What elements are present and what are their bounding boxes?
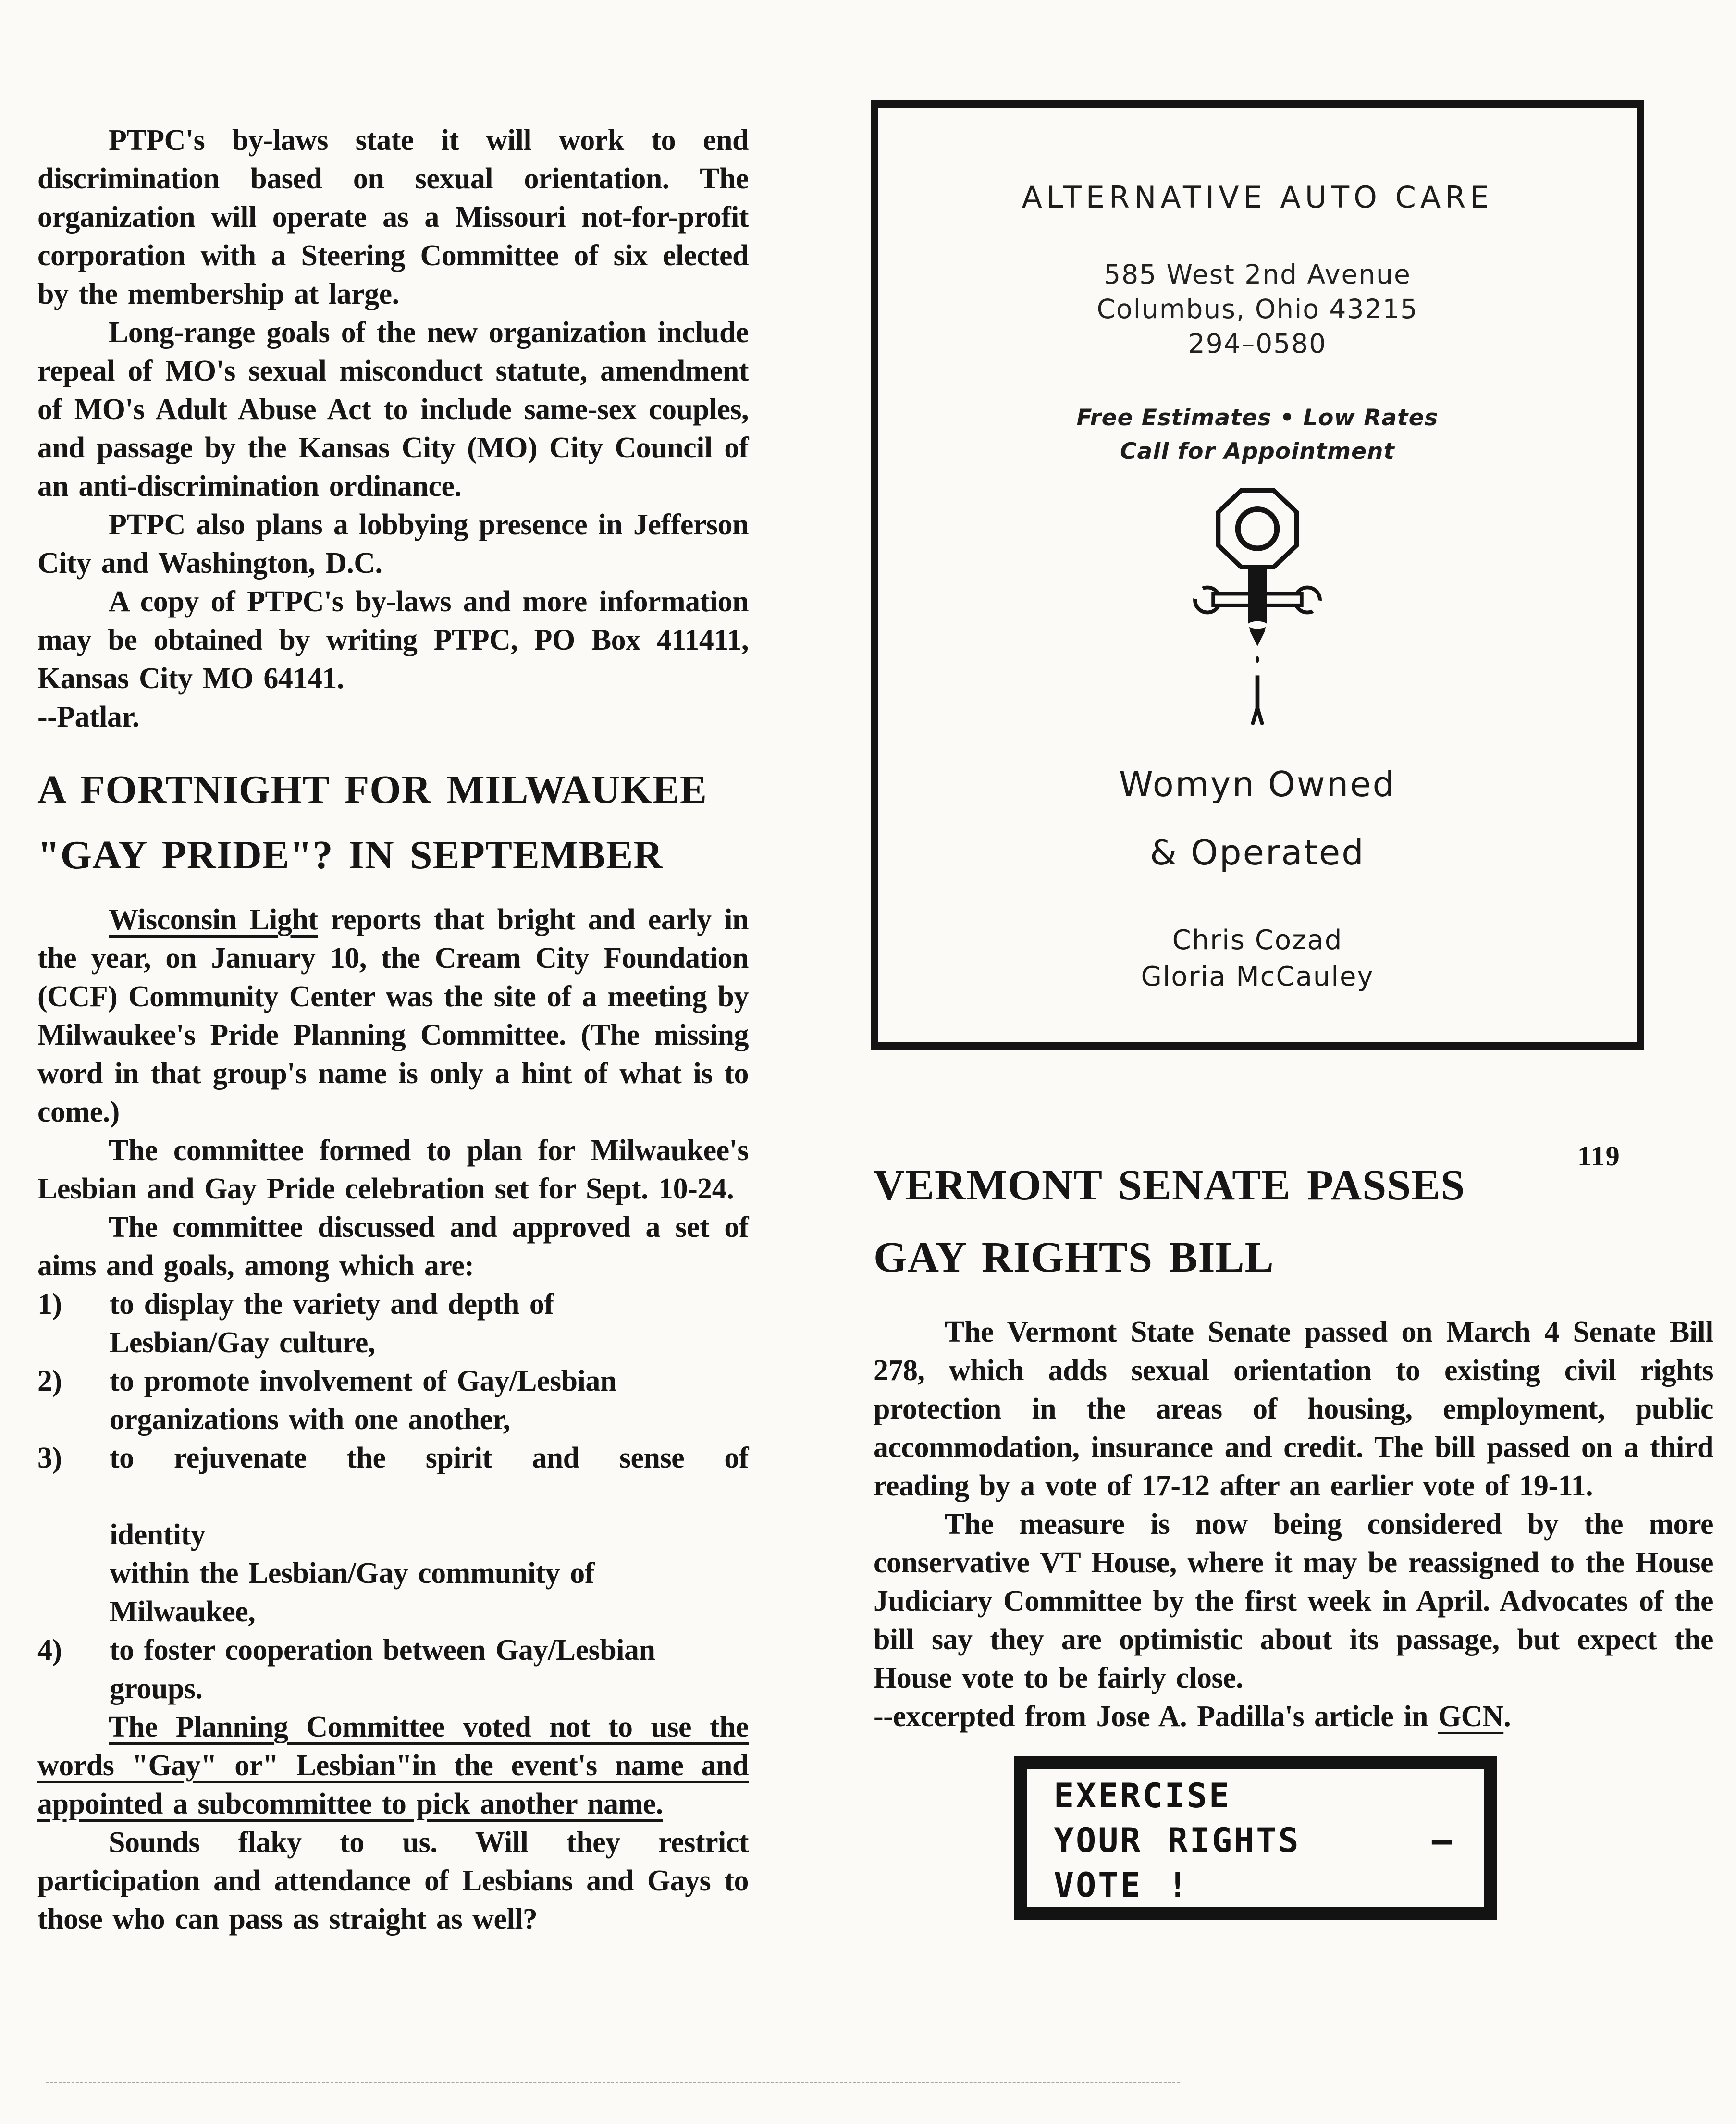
vote-box-line3: VOTE ! xyxy=(1054,1865,1190,1905)
underlined-statement: The Planning Committee voted not to use the words "Gay" or" Lesbian"in the event's name and appointed a subcommittee to pick another name. xyxy=(37,1711,749,1820)
page-number: 119 xyxy=(1577,1140,1621,1172)
vote-box-line2: YOUR RIGHTS xyxy=(1054,1821,1301,1860)
milwaukee-lead-paragraph xyxy=(37,901,749,1131)
vermont-paragraph-bill: The Vermont State Senate passed on March 4 Senate Bill 278, which adds sexual orientation to existing civil rights protection in the areas of housing, employment, public accommodation, insurance and credit. The bill passed on a third reading by a vote of 17-12 after an earlier vote of 19-11. xyxy=(874,1316,1713,1502)
ad-owner-1: Chris Cozad xyxy=(1172,925,1343,956)
ptpc-paragraph-goals: Long-range goals of the new organization include repeal of MO's sexual misconduct statute, amendment of MO's Adult Abuse Act to include same-sex couples, and passage by the Kansas City (MO) City Council of an anti-discrimination ordinance. xyxy=(37,316,749,503)
gcn-source: GCN xyxy=(1438,1700,1504,1733)
list-item xyxy=(37,1439,749,1631)
goal-text-line: to foster cooperation between Gay/Lesbian xyxy=(110,1634,655,1667)
ad-tagline-line1: Free Estimates • Low Rates xyxy=(1076,405,1439,431)
vermont-headline-line1: VERMONT SENATE PASSES xyxy=(874,1161,1465,1209)
vermont-paragraph-house: The measure is now being considered by the more conservative VT House, where it may be reassigned to the House Judiciary Committee by the first week in April. Advocates of the bill say they are optimistic about its passage, but expect the House vote to be fairly close. xyxy=(874,1508,1713,1694)
milwaukee-headline-line2: "GAY PRIDE"? IN SEPTEMBER xyxy=(37,833,663,877)
ad-address xyxy=(1097,257,1418,361)
right-column xyxy=(874,1149,1713,1920)
left-column xyxy=(37,121,749,1939)
goals-list xyxy=(37,1285,749,1708)
goal-text-line: to rejuvenate the spirit and sense of xyxy=(110,1442,749,1474)
ad-owner-names xyxy=(1141,922,1374,995)
goal-number: 2) xyxy=(37,1365,62,1397)
exercise-your-rights-vote-box xyxy=(1014,1756,1497,1920)
milwaukee-article-headline xyxy=(37,757,749,888)
ad-business-name: ALTERNATIVE AUTO CARE xyxy=(1022,180,1493,215)
ad-phone: 294–0580 xyxy=(1188,328,1327,359)
ad-tagline-line2: Call for Appointment xyxy=(1120,438,1395,465)
nut-bolt-wrench-woman-symbol-icon xyxy=(1176,483,1339,733)
goal-text-line: Milwaukee, xyxy=(110,1595,256,1628)
vote-box-line1: EXERCISE xyxy=(1054,1776,1231,1815)
ptpc-paragraph-contact: A copy of PTPC's by-laws and more information may be obtained by writing PTPC, PO Box 411411, Kansas City MO 64141. xyxy=(37,585,749,695)
milwaukee-paragraph-vote xyxy=(37,1708,749,1823)
attribution-text: --excerpted from Jose A. Padilla's article in xyxy=(874,1700,1438,1733)
list-item xyxy=(37,1631,749,1708)
vermont-headline-line2: GAY RIGHTS BILL xyxy=(874,1234,1274,1281)
milwaukee-paragraph-goals-intro: The committee discussed and approved a set of aims and goals, among which are: xyxy=(37,1211,749,1282)
ad-owned-line1: Womyn Owned xyxy=(1119,764,1396,804)
wisconsin-light-source: Wisconsin Light xyxy=(109,903,318,936)
goal-number: 4) xyxy=(37,1634,62,1667)
attribution-period: . xyxy=(1503,1700,1511,1733)
ptpc-paragraph-lobbying: PTPC also plans a lobbying presence in Jefferson City and Washington, D.C. xyxy=(37,508,749,580)
goal-text-line: identity xyxy=(110,1519,206,1551)
ad-address-line1: 585 West 2nd Avenue xyxy=(1104,259,1411,290)
milwaukee-headline-line1: A FORTNIGHT FOR MILWAUKEE xyxy=(37,767,707,812)
vote-box-dash: – xyxy=(1431,1821,1454,1860)
vermont-article-headline xyxy=(874,1149,1713,1294)
goal-text-line: to promote involvement of Gay/Lesbian xyxy=(110,1365,616,1397)
ptpc-paragraph-bylaws: PTPC's by-laws state it will work to end discrimination based on sexual orientation. The organization will operate as a Missouri not-for-profit corporation with a Steering Committee of six elected by the membership at large. xyxy=(37,124,749,310)
goal-text-line: to display the variety and depth of xyxy=(110,1288,554,1321)
bottom-page-rule xyxy=(46,2082,1180,2083)
milwaukee-lead-rest: reports that bright and early in the year, on January 10, the Cream City Foundation (CCF) Community Center was the site of a meeting by Milwaukee's Pride Planning Committee. (The missing word in that group's name is only a hint of what is to come.) xyxy=(37,903,749,1128)
goal-number: 1) xyxy=(37,1288,62,1321)
ad-tagline xyxy=(1077,401,1439,469)
ad-owner-2: Gloria McCauley xyxy=(1141,961,1374,992)
list-item xyxy=(37,1362,749,1439)
ad-owned-statement xyxy=(1119,750,1396,887)
list-item xyxy=(37,1285,749,1362)
goal-text-line: Lesbian/Gay culture, xyxy=(110,1326,375,1359)
vermont-attribution xyxy=(874,1697,1713,1736)
ptpc-byline: --Patlar. xyxy=(37,701,139,733)
alternative-auto-care-ad xyxy=(871,100,1644,1050)
milwaukee-paragraph-closing: Sounds flaky to us. Will they restrict participation and attendance of Lesbians and Gays to those who can pass as straight as well? xyxy=(37,1826,749,1936)
goal-text-line: within the Lesbian/Gay community of xyxy=(110,1557,594,1590)
goal-number: 3) xyxy=(37,1442,62,1474)
goal-text-line: organizations with one another, xyxy=(110,1403,510,1436)
ad-address-line2: Columbus, Ohio 43215 xyxy=(1096,294,1418,324)
milwaukee-paragraph-committee: The committee formed to plan for Milwaukee's Lesbian and Gay Pride celebration set for Sept. 10-24. xyxy=(37,1134,749,1205)
goal-text-line: groups. xyxy=(110,1672,203,1705)
ad-owned-line2: & Operated xyxy=(1150,832,1365,873)
